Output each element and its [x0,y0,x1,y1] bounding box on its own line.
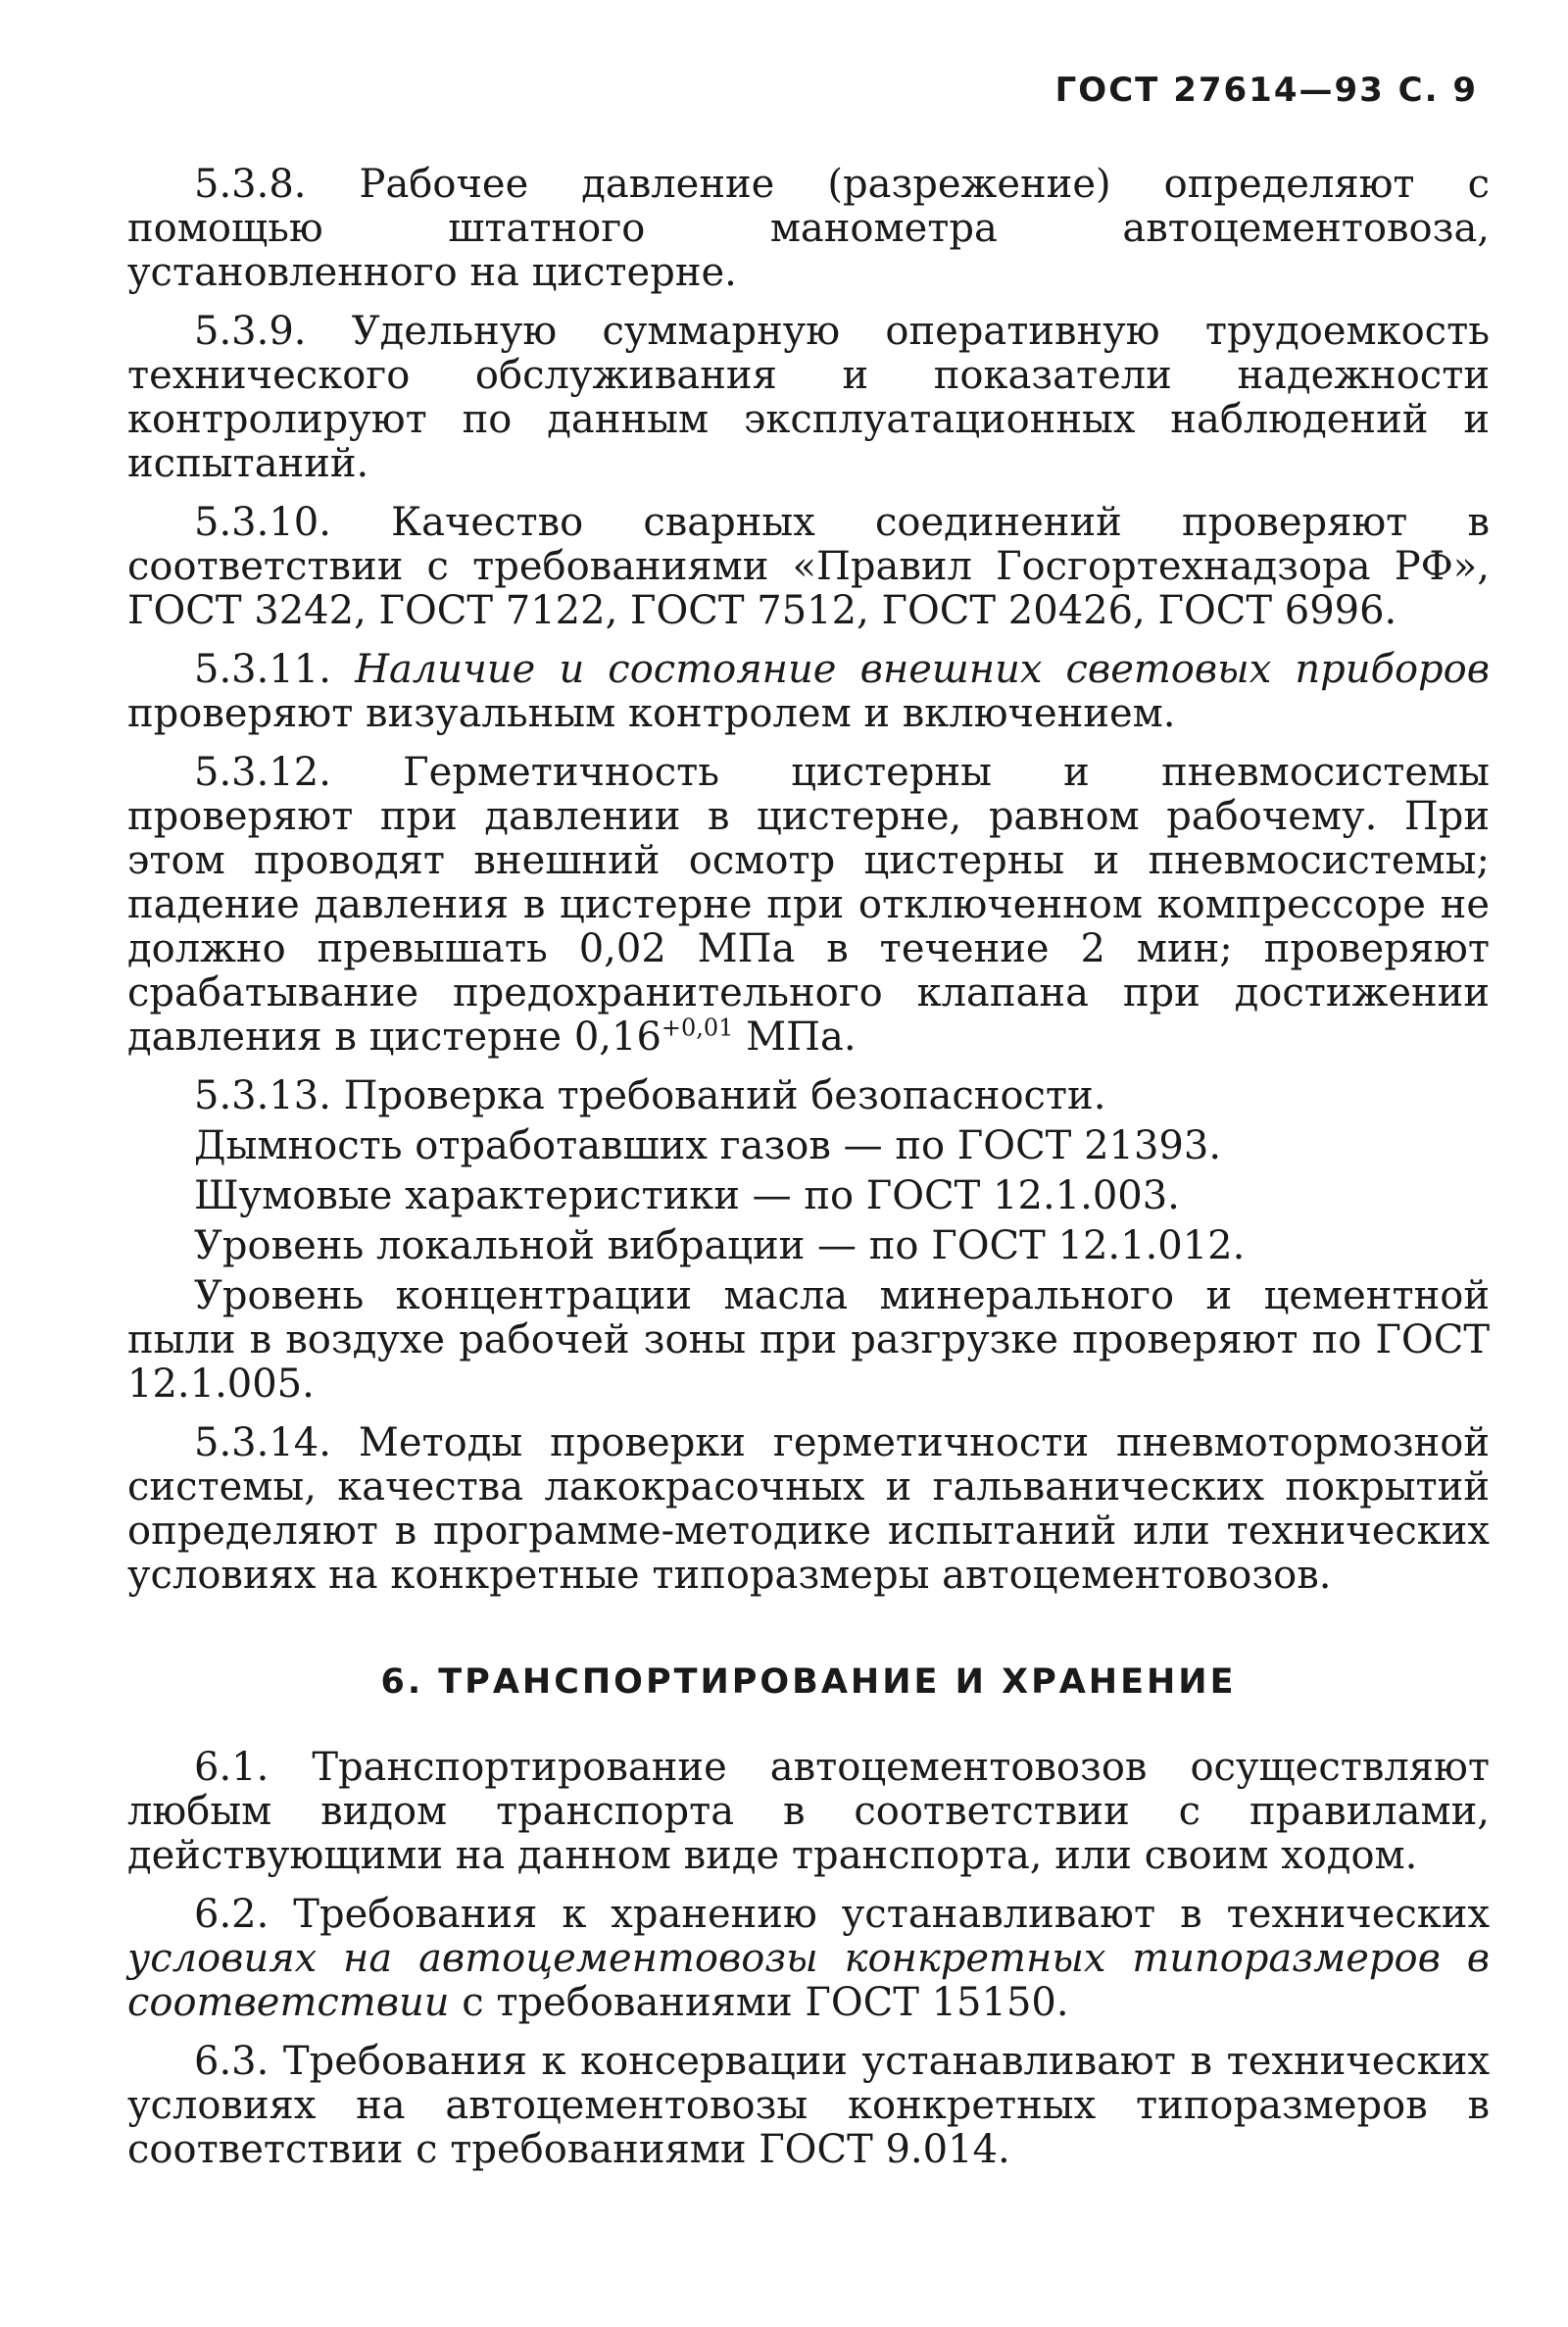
paragraph-6-3: 6.3. Требования к консервации устанавливают в технических условиях на автоцементовозы конкретных типоразмеров в соответствии с требованиями ГОСТ 9.014. [127,2039,1490,2172]
paragraph-5-3-9: 5.3.9. Удельную суммарную оперативную трудоемкость технического обслуживания и показатели надежности контролируют по данным эксплуатационных наблюдений и испытаний. [127,309,1490,486]
paragraph-text: с требованиями ГОСТ 15150. [449,1980,1069,2025]
page-header: ГОСТ 27614—93 С. 9 [1054,71,1478,110]
paragraph-noise: Шумовые характеристики — по ГОСТ 12.1.003. [194,1173,1180,1218]
paragraph-6-2 [127,1893,1490,2025]
pressure-tolerance: +0,01 [661,1014,734,1042]
paragraph-6-1: 6.1. Транспортирование автоцементовозов осуществляют любым видом транспорта в соответствии с правилами, действующими на данном виде транспорта, или своим ходом. [127,1745,1490,1878]
italic-text: Наличие и состояние внешних световых приборов [355,647,1491,692]
pressure-value: 0,16 [573,1015,662,1060]
document-body [127,163,1490,2187]
paragraph-text: 5.3.12. Герметичность цистерны и пневмосистемы проверяют при давлении в цистерне, равном рабочему. При этом проводят внешний осмотр цистерны и пневмосистемы; падение давления в цистерне при отключенном компрессоре не должно превышать 0,02 МПа в течение 2 мин; проверяют срабатывание предохранительного клапана при достижении давления в цистерне [127,750,1490,1060]
pressure-unit: МПа. [746,1015,857,1060]
paragraph-5-3-13: 5.3.13. Проверка требований безопасности. [194,1073,1106,1118]
paragraph-5-3-14: 5.3.14. Методы проверки герметичности пневмотормозной системы, качества лакокрасочных и гальванических покрытий определяют в программе-методике испытаний или технических условиях на конкретные типоразмеры автоцементовозов. [127,1420,1490,1598]
section-heading: 6. ТРАНСПОРТИРОВАНИЕ И ХРАНЕНИЕ [380,1662,1237,1702]
paragraph-number: 5.3.11. [194,647,331,692]
paragraph-text: 6.2. Требования к хранению устанавливают в технических [194,1892,1490,1937]
paragraph-smoke: Дымность отработавших газов — по ГОСТ 21393. [194,1123,1222,1168]
paragraph-5-3-8: 5.3.8. Рабочее давление (разрежение) определяют с помощью штатного манометра автоцементовоза, установленного на цистерне. [127,162,1490,295]
paragraph-vibration: Уровень локальной вибрации — по ГОСТ 12.1.012. [194,1223,1246,1268]
paragraph-5-3-12 [127,751,1490,1060]
paragraph-5-3-10: 5.3.10. Качество сварных соединений проверяют в соответствии с требованиями «Правил Госгортехнадзора РФ», ГОСТ 3242, ГОСТ 7122, ГОСТ 7512, ГОСТ 20426, ГОСТ 6996. [127,500,1490,633]
paragraph-5-3-11 [127,648,1490,736]
paragraph-dust: Уровень концентрации масла минерального и цементной пыли в воздухе рабочей зоны при разгрузке проверяют по ГОСТ 12.1.005. [127,1273,1490,1407]
paragraph-text: проверяют визуальным контролем и включением. [127,691,1176,736]
italic-text: условиях на автоцементовозы конкретных типоразмеров в соответствии [127,1936,1490,2025]
